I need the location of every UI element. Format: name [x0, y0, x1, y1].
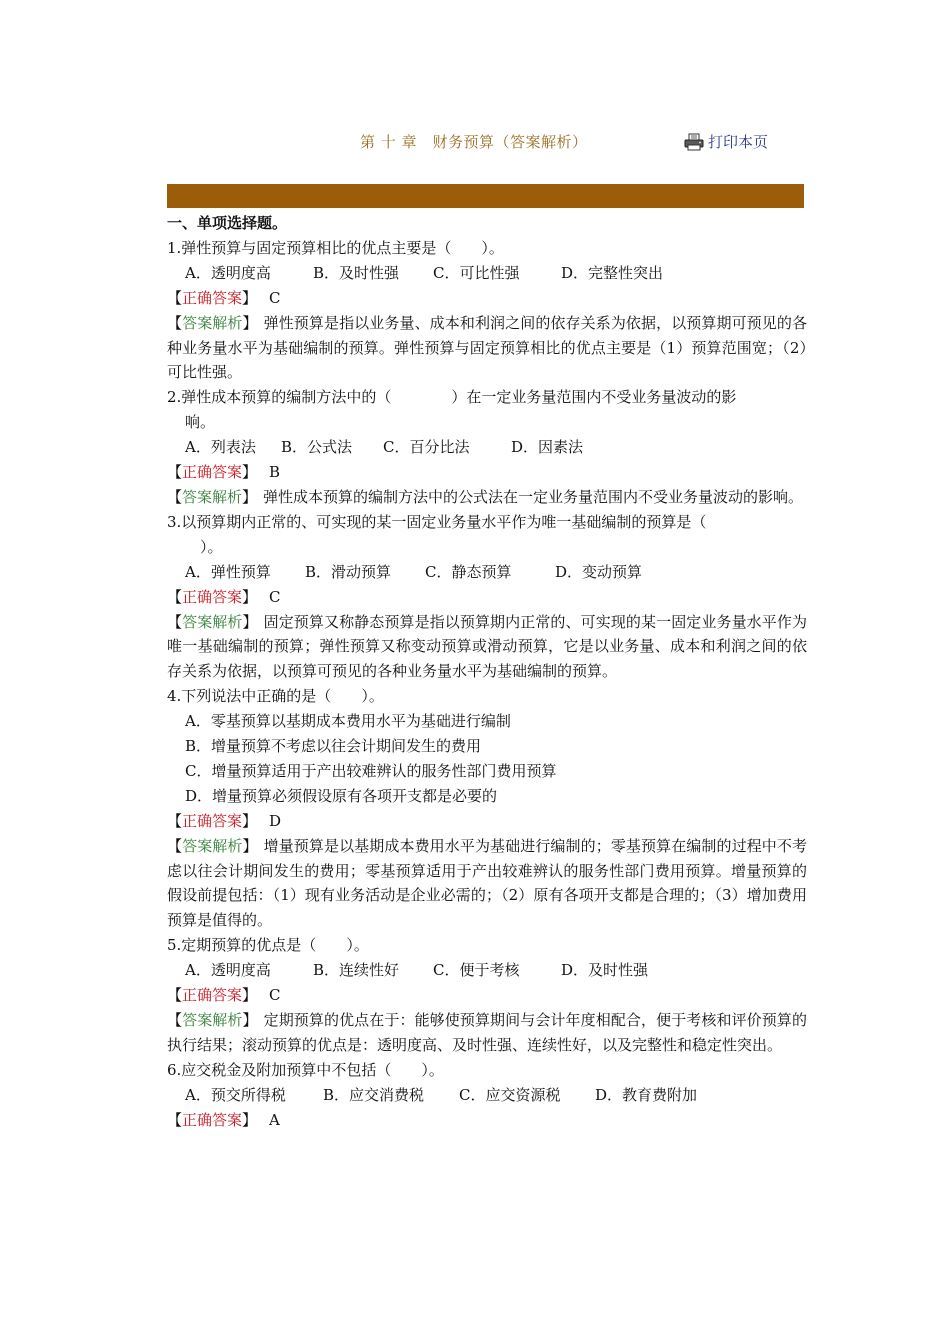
option-a: A．透明度高 [185, 961, 271, 980]
correct-answer-value: A [269, 1110, 280, 1129]
correct-answer: 【正确答案】 B [167, 463, 281, 482]
correct-answer-label: 正确答案 [182, 811, 243, 830]
question-list [167, 211, 807, 1133]
answer-explanation-text: 固定预算又称静态预算是指以预算期内正常的、可实现的某一固定业务量水平作为唯一基础编制的预算；弹性预算又称变动预算或滑动预算，它是以业务量、成本和利润之间的依存关系为依据，以预算可预见的各种业务量水平为基础编制的预算。 [167, 612, 807, 681]
option-c: C．应交资源税 [459, 1085, 561, 1104]
question-stem-continued: 响。 [185, 413, 216, 432]
option-b: B．公式法 [281, 438, 353, 457]
answer-explanation-label: 答案解析 [182, 487, 243, 506]
answer-explanation-text: 定期预算的优点在于：能够使预算期间与会计年度相配合，便于考核和评价预算的执行结果；滚动预算的优点是：透明度高、及时性强、连续性好，以及完整性和稳定性突出。 [167, 1011, 807, 1054]
option-d: D．因素法 [511, 438, 584, 457]
answer-explanation: 【答案解析】 弹性预算是指以业务量、成本和利润之间的依存关系为依据，以预算期可预见的各种业务量水平为基础编制的预算。弹性预算与固定预算相比的优点主要是（1）预算范围宽；（2）可比性强。 [167, 313, 807, 382]
section-title: 一、单项选择题。 [167, 214, 288, 232]
option-b: B．滑动预算 [305, 562, 392, 581]
option-c: C．百分比法 [383, 438, 470, 457]
question-item [167, 385, 807, 510]
answer-explanation-label: 答案解析 [182, 612, 243, 631]
answer-explanation: 【答案解析】 定期预算的优点在于：能够使预算期间与会计年度相配合，便于考核和评价预算的执行结果；滚动预算的优点是：透明度高、及时性强、连续性好，以及完整性和稳定性突出。 [167, 1011, 807, 1054]
correct-answer-label: 正确答案 [182, 463, 243, 482]
option-b: B．应交消费税 [323, 1085, 425, 1104]
option-d: D．增量预算必须假设原有各项开支都是必要的 [185, 786, 498, 805]
question-item [167, 933, 807, 1058]
option-b: B．连续性好 [313, 961, 400, 980]
option-c: C．可比性强 [433, 263, 520, 282]
question-stem-continued: ）。 [185, 537, 223, 556]
option-a: A．预交所得税 [185, 1085, 286, 1104]
answer-explanation: 【答案解析】 弹性成本预算的编制方法中的公式法在一定业务量范围内不受业务量波动的影响。 [167, 487, 804, 506]
correct-answer-value: C [269, 587, 281, 606]
question-stem: 5.定期预算的优点是（ ）。 [167, 936, 369, 955]
correct-answer-value: B [269, 463, 281, 482]
question-options [167, 261, 807, 286]
correct-answer-label: 正确答案 [182, 288, 243, 307]
question-options [167, 560, 807, 585]
question-item [167, 510, 807, 684]
correct-answer-value: C [269, 986, 281, 1005]
option-a: A．弹性预算 [185, 562, 271, 581]
correct-answer: 【正确答案】 C [167, 288, 281, 307]
option-b: B．及时性强 [313, 263, 400, 282]
answer-explanation: 【答案解析】 固定预算又称静态预算是指以预算期内正常的、可实现的某一固定业务量水平作为唯一基础编制的预算；弹性预算又称变动预算或滑动预算，它是以业务量、成本和利润之间的依存关系为依据，以预算可预见的各种业务量水平为基础编制的预算。 [167, 612, 807, 681]
option-c: C．静态预算 [425, 562, 512, 581]
correct-answer: 【正确答案】 D [167, 811, 282, 830]
question-stem: 3.以预算期内正常的、可实现的某一固定业务量水平作为唯一基础编制的预算是（ [167, 512, 707, 531]
correct-answer-label: 正确答案 [182, 587, 243, 606]
option-c: C．增量预算适用于产出较难辨认的服务性部门费用预算 [185, 761, 557, 780]
answer-explanation-text: 弹性预算是指以业务量、成本和利润之间的依存关系为依据，以预算期可预见的各种业务量水平为基础编制的预算。弹性预算与固定预算相比的优点主要是（1）预算范围宽；（2）可比性强。 [167, 313, 807, 382]
question-stem: 2.弹性成本预算的编制方法中的（ ）在一定业务量范围内不受业务量波动的影 [167, 388, 737, 407]
answer-explanation-label: 答案解析 [182, 313, 243, 332]
page-title: 第 十 章 财务预算（答案解析） [360, 133, 588, 151]
print-page-label: 打印本页 [708, 133, 769, 151]
question-options [167, 1083, 807, 1108]
question-options [167, 435, 807, 460]
option-a: A．列表法 [185, 438, 256, 457]
option-b: B．增量预算不考虑以往会计期间发生的费用 [185, 737, 482, 756]
correct-answer-value: D [269, 811, 282, 830]
question-item [167, 684, 807, 933]
answer-explanation-text: 增量预算是以基期成本费用水平为基础进行编制的；零基预算在编制的过程中不考虑以往会计期间发生的费用；零基预算适用于产出较难辨认的服务性部门费用预算。增量预算的假设前提包括：（1）现有业务活动是企业必需的；（2）原有各项开支都是合理的；（3）增加费用预算是值得的。 [167, 836, 807, 930]
correct-answer-label: 正确答案 [182, 1110, 243, 1129]
option-a: A．零基预算以基期成本费用水平为基础进行编制 [185, 712, 511, 731]
question-options [167, 958, 807, 983]
question-item [167, 236, 807, 385]
question-stem: 4.下列说法中正确的是（ ）。 [167, 687, 384, 706]
correct-answer: 【正确答案】 C [167, 587, 281, 606]
option-d: D．及时性强 [561, 961, 649, 980]
option-d: D．完整性突出 [561, 263, 664, 282]
correct-answer-label: 正确答案 [182, 986, 243, 1005]
correct-answer: 【正确答案】 A [167, 1110, 280, 1129]
question-stem: 1.弹性预算与固定预算相比的优点主要是（ ）。 [167, 238, 504, 257]
print-page-link[interactable] [684, 131, 768, 152]
question-stem: 6.应交税金及附加预算中不包括（ ）。 [167, 1060, 444, 1079]
answer-explanation-text: 弹性成本预算的编制方法中的公式法在一定业务量范围内不受业务量波动的影响。 [263, 487, 804, 506]
answer-explanation-label: 答案解析 [182, 836, 243, 855]
answer-explanation-label: 答案解析 [182, 1011, 243, 1029]
correct-answer-value: C [269, 288, 281, 307]
option-c: C．便于考核 [433, 961, 520, 980]
answer-explanation: 【答案解析】 增量预算是以基期成本费用水平为基础进行编制的；零基预算在编制的过程中不考虑以往会计期间发生的费用；零基预算适用于产出较难辨认的服务性部门费用预算。增量预算的假设前提包括：（1）现有业务活动是企业必需的；（2）原有各项开支都是合理的；（3）增加费用预算是值得的。 [167, 836, 807, 930]
option-d: D．教育费附加 [595, 1085, 698, 1104]
correct-answer: 【正确答案】 C [167, 986, 281, 1005]
question-item [167, 1058, 807, 1133]
header-bar [167, 184, 804, 208]
option-a: A．透明度高 [185, 263, 271, 282]
option-d: D．变动预算 [555, 562, 643, 581]
printer-icon [684, 133, 704, 151]
